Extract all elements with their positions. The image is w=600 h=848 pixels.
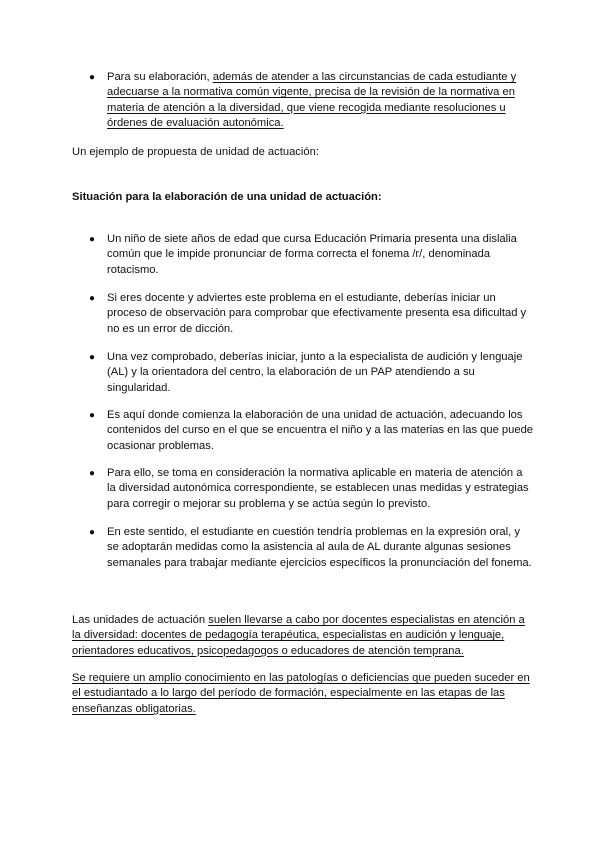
bullet-icon: ●: [89, 72, 96, 83]
list-item: [72, 408, 534, 454]
closing-paragraph-2: Se requiere un amplio conocimiento en las patologías o deficiencias que pueden suceder en el estudiantado a lo largo del período de formación, especialmente en las etapas de las enseñanzas obligatorias.: [72, 672, 530, 715]
intro-bullet-text: [107, 70, 534, 132]
list-item-text: Un niño de siete años de edad que cursa Educación Primaria presenta una dislalia común que le impide pronunciar de forma correcta el fonema /r/, denominada rotacismo.: [107, 233, 517, 276]
list-item: [72, 466, 534, 512]
closing-paragraph-1-prefix: Las unidades de actuación: [72, 614, 209, 626]
bullet-icon: ●: [89, 352, 96, 363]
section-heading: Situación para la elaboración de una unidad de actuación:: [72, 191, 382, 203]
bullet-icon: ●: [89, 234, 96, 245]
bullet-icon: ●: [89, 468, 96, 479]
example-intro: Un ejemplo de propuesta de unidad de actuación:: [72, 146, 319, 158]
intro-bullet-prefix: Para su elaboración,: [107, 71, 213, 83]
bullet-icon: ●: [89, 527, 96, 538]
list-item-text: En este sentido, el estudiante en cuestión tendría problemas en la expresión oral, y se adoptarán medidas como la asistencia al aula de AL durante algunas sesiones semanales para trabajar mediante ejercicios específicos la pronunciación del fonema.: [107, 526, 532, 569]
intro-bullet: [72, 70, 534, 132]
list-item: [72, 232, 534, 278]
list-item-text: Para ello, se toma en consideración la normativa aplicable en materia de atención a la diversidad autonómica correspondiente, se establecen unas medidas y estrategias para corregir o mejorar su problema y se actúa según lo previsto.: [107, 467, 529, 510]
list-item-text: Si eres docente y adviertes este problema en el estudiante, deberías iniciar un proceso de observación para comprobar que efectivamente presenta esa dificultad y no es un error de dicción.: [107, 292, 527, 335]
list-item-text: Una vez comprobado, deberías iniciar, junto a la especialista de audición y lenguaje (AL) y la orientadora del centro, la elaboración de un PAP atendiendo a su singularidad.: [107, 351, 523, 394]
list-item: [72, 291, 534, 337]
list-item: [72, 350, 534, 396]
intro-bullet-underlined: además de atender a las circunstancias de cada estudiante y adecuarse a la normativa común vigente, precisa de la revisión de la normativa en materia de atención a la diversidad, que viene recogida mediante resoluciones u órdenes de evaluación autonómica.: [107, 71, 517, 130]
bullet-icon: ●: [89, 410, 96, 421]
closing-paragraph-1: [72, 613, 534, 659]
list-item-text: Es aquí donde comienza la elaboración de una unidad de actuación, adecuando los contenidos del curso en el que se encuentra el niño y a las materias en las que puede ocasionar problemas.: [107, 409, 534, 452]
closing-paragraph-1-underlined: suelen llevarse a cabo por docentes especialistas en atención a la diversidad: docentes de pedagogía terapéutica, especialistas en audición y lenguaje, orientadores educativos, psicopedagogos o educadores de atención temprana.: [72, 614, 525, 657]
list-item: [72, 525, 534, 571]
bullet-icon: ●: [89, 293, 96, 304]
